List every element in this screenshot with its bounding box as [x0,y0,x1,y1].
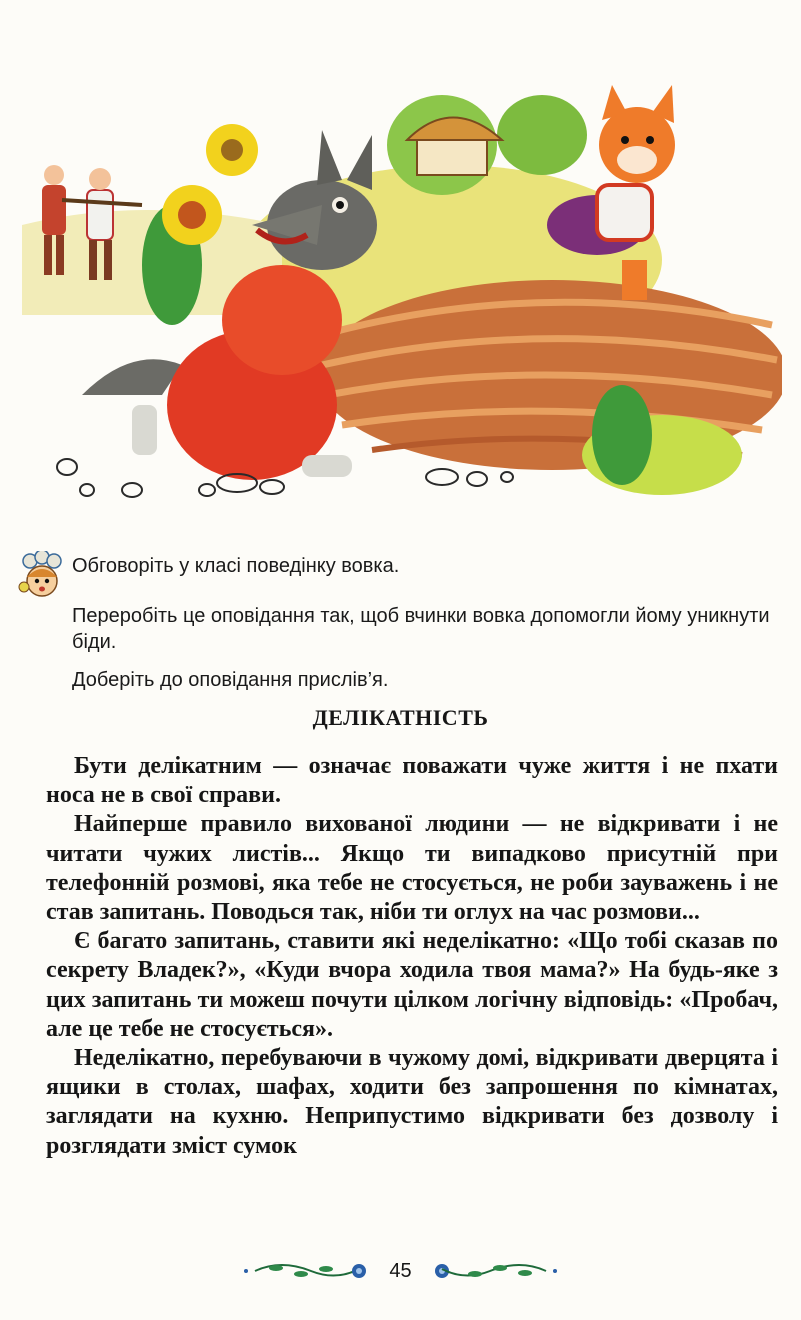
task-text: Обговоріть у класі поведінку вовка. [72,555,400,577]
page-number: 45 [389,1259,412,1282]
story-paragraph: Є багато запитань, ставити які неделікатно: «Що тобі сказав по секрету Владек?», «Куди вчора ходила твоя мама?» На будь-яке з цих запитань ти можеш почути цілком логічну відповідь: «Пробач, але це тебе не стосується». [46,928,778,1042]
story-title: ДЕЛІКАТНІСТЬ [312,705,489,730]
floral-ornament-icon [241,1259,371,1283]
story-body [46,752,778,1161]
floral-ornament-icon [430,1259,560,1283]
task-text: Доберіть до оповідання прислів’я. [72,669,389,691]
page-footer [0,1255,801,1287]
story-paragraph: Найперше правило вихованої людини — не відкривати і не читати чужих листів... Якщо ти випадково присутній при телефонній розмові, яка тебе не стосується, не роби зауважень і не став запитань. Поводься так, ніби ти оглух на час розмови... [46,811,778,926]
story-paragraph: Неделікатно, перебуваючи в чужому домі, відкривати дверцята і ящики в столах, шафах, ходити без запрошення по кімнатах, заглядати на кухню. Неприпустимо відкривати без дозволу і розглядати зміст сумок [46,1045,778,1159]
task-text: Переробіть це оповідання так, щоб вчинки вовка допомогли йому уникнути біди. [72,605,770,653]
story-paragraph: Бути делікатним — означає поважати чуже життя і не пхати носа не в свої справи. [46,753,778,809]
task-row-1 [18,553,788,603]
story-illustration [22,75,782,515]
girl-face-icon [18,551,66,603]
discussion-tasks [18,553,788,705]
